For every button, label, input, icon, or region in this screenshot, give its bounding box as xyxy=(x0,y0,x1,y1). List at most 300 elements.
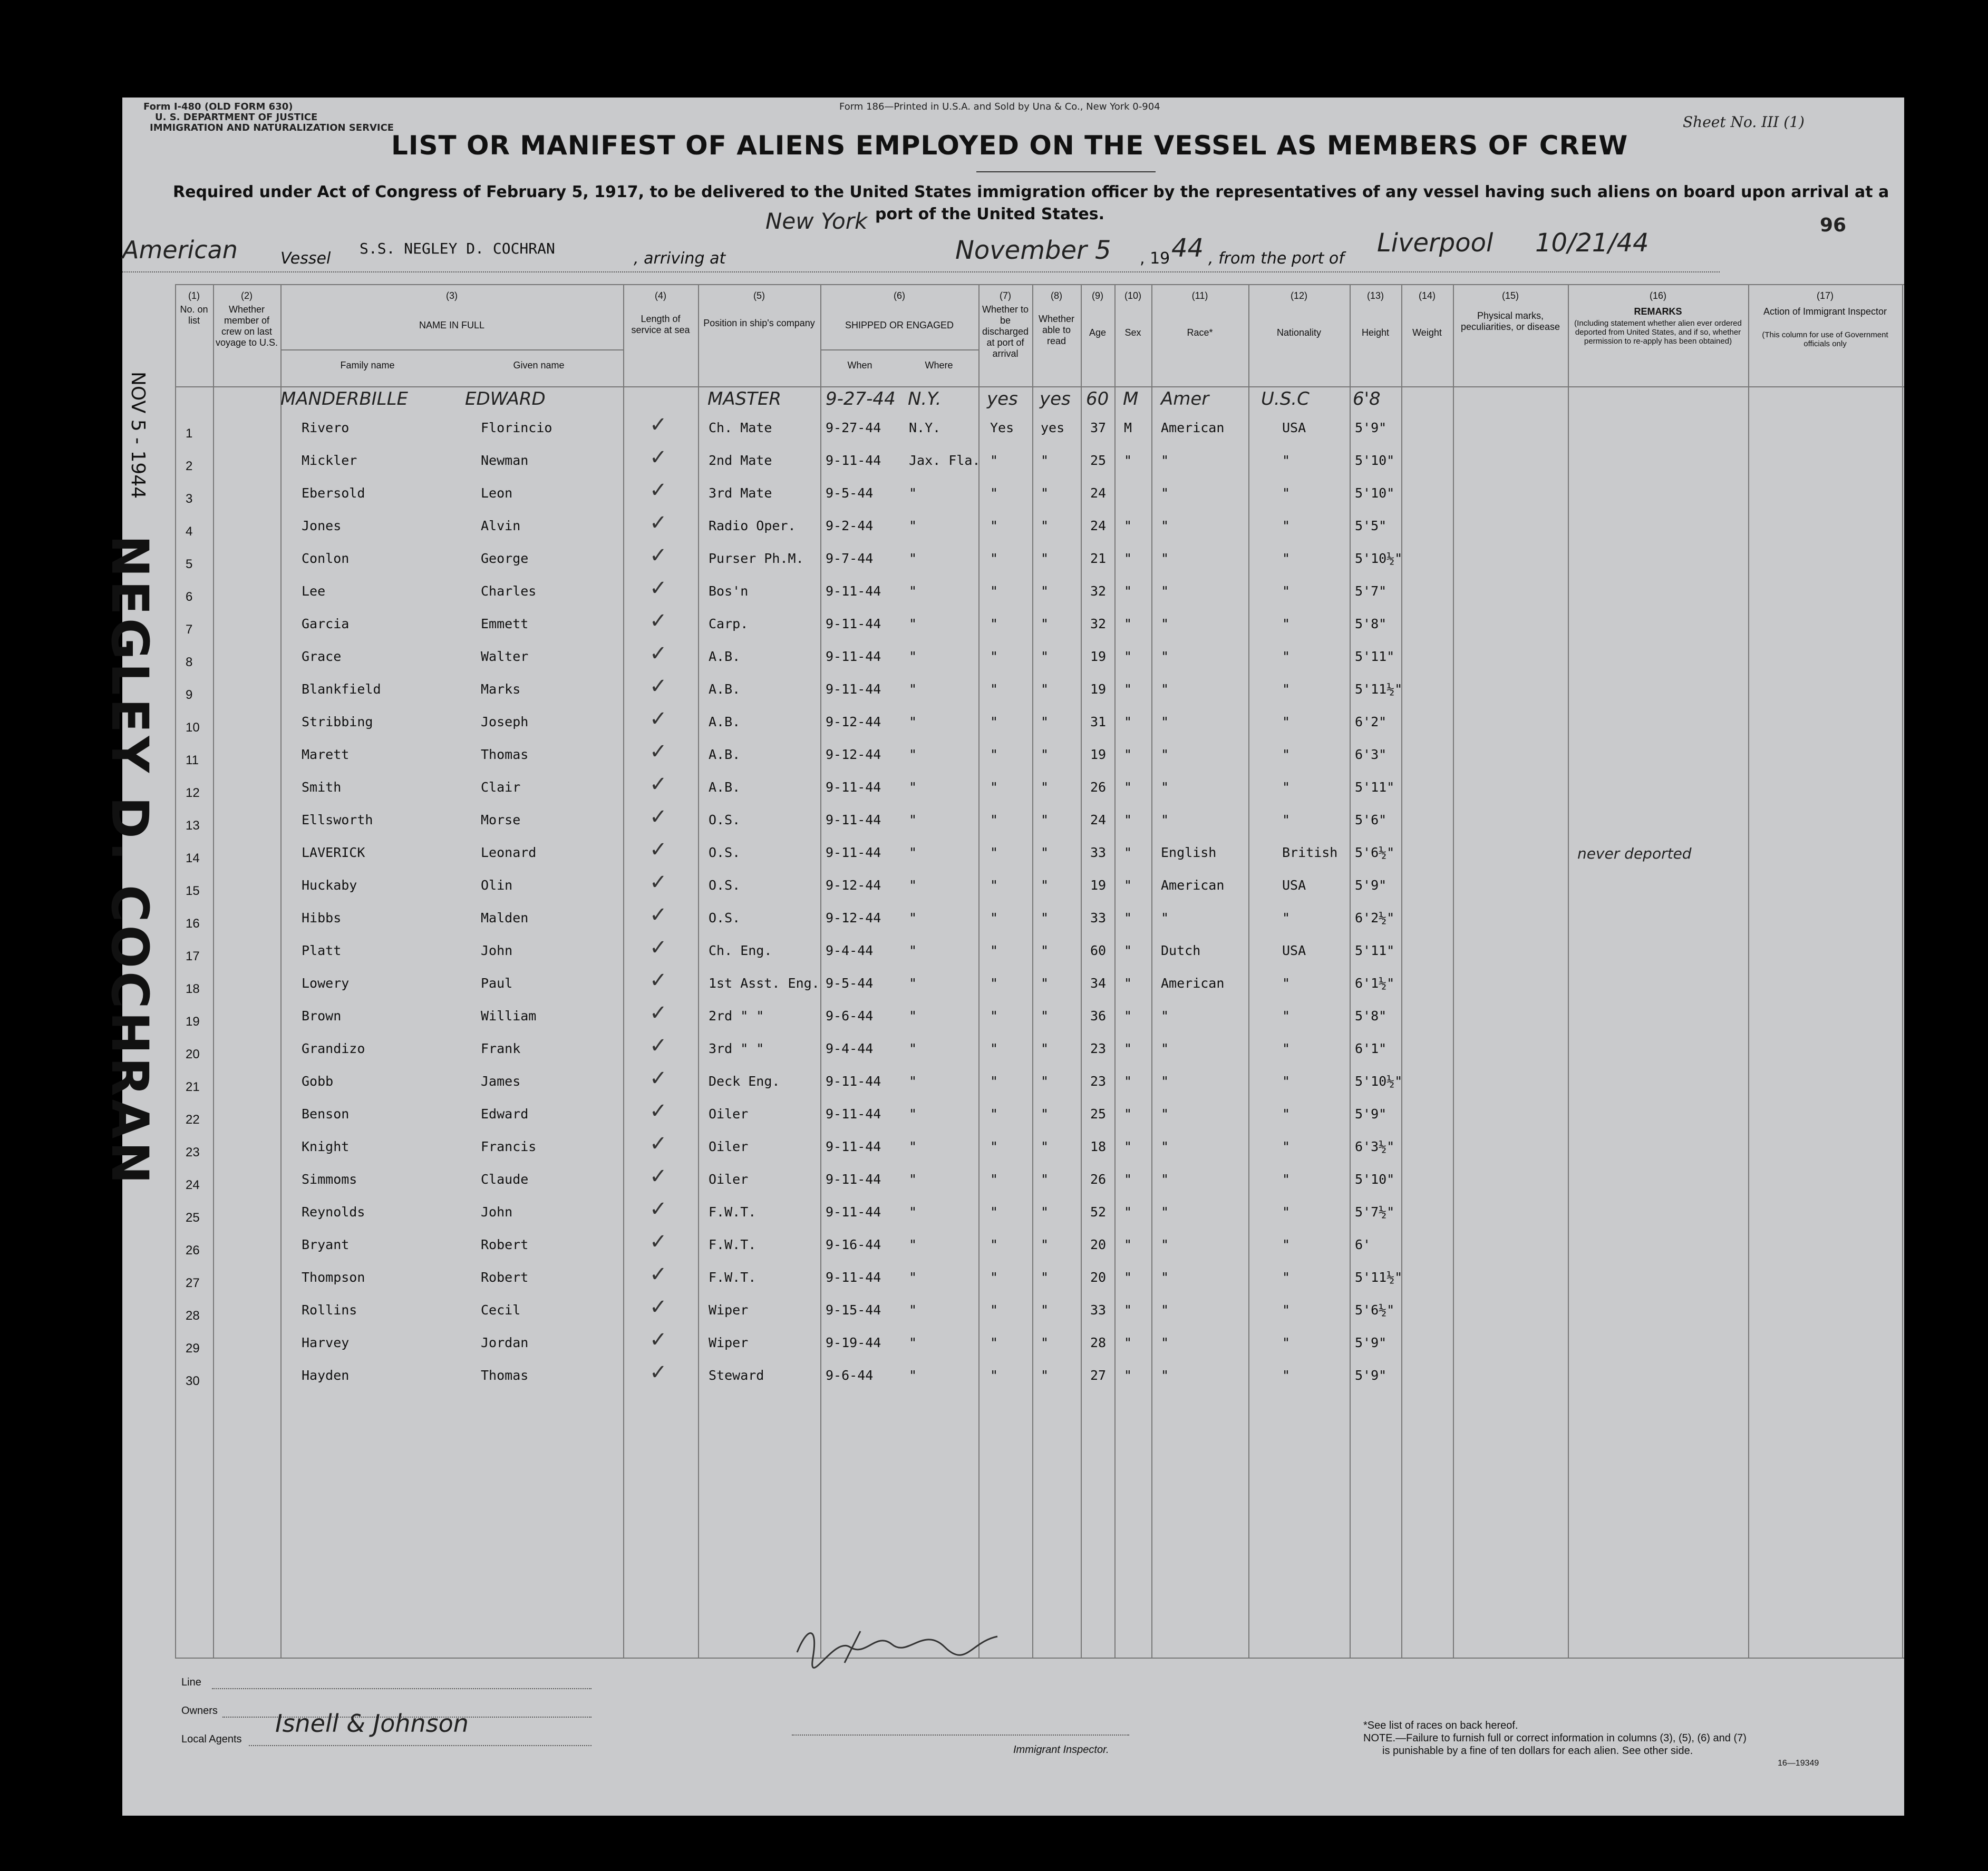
row-number: 21 xyxy=(186,1080,200,1094)
given-name: Robert xyxy=(481,1270,529,1285)
col-16-num: (16) xyxy=(1649,290,1666,301)
sex: " xyxy=(1124,779,1132,795)
row-number: 27 xyxy=(186,1276,200,1290)
height: 5'10½" xyxy=(1355,551,1403,566)
table-row xyxy=(122,707,1904,739)
row-number: 13 xyxy=(186,818,200,833)
nationality: USA xyxy=(1282,878,1306,893)
height: 5'6" xyxy=(1355,812,1387,827)
checkmark-icon: ✓ xyxy=(649,413,667,437)
age: 31 xyxy=(1090,714,1107,729)
age: 19 xyxy=(1090,649,1107,664)
height: 5'11" xyxy=(1355,779,1395,795)
given-name: Joseph xyxy=(481,714,529,729)
shipped-where: " xyxy=(909,1204,917,1220)
shipped-when: 9-6-44 xyxy=(826,1008,874,1024)
officer-signature: ​ xyxy=(795,1626,799,1655)
checkmark-icon: ✓ xyxy=(649,936,667,960)
discharged: " xyxy=(990,1237,998,1252)
checkmark-icon: ✓ xyxy=(649,1262,667,1287)
table-row xyxy=(122,1132,1904,1164)
given-name: Thomas xyxy=(481,1368,529,1383)
able-to-read: " xyxy=(1041,812,1049,827)
footer-line-label: Line xyxy=(181,1677,201,1688)
table-row xyxy=(122,609,1904,641)
arriving-label: , arriving at xyxy=(634,249,726,268)
position: O.S. xyxy=(709,910,741,925)
discharged: " xyxy=(990,878,998,893)
given-name: Olin xyxy=(481,878,513,893)
height: 5'11" xyxy=(1355,649,1395,664)
discharged: " xyxy=(990,518,998,533)
discharged: " xyxy=(990,551,998,566)
height: 5'5" xyxy=(1355,518,1387,533)
footer-owners-label: Owners xyxy=(181,1705,218,1717)
height: 5'11" xyxy=(1355,943,1395,958)
table-row xyxy=(122,543,1904,576)
family-name: Benson xyxy=(302,1106,350,1122)
age: 26 xyxy=(1090,1172,1107,1187)
position: A.B. xyxy=(709,779,741,795)
race: " xyxy=(1161,453,1169,468)
race: " xyxy=(1161,1270,1169,1285)
race: " xyxy=(1161,1237,1169,1252)
sex: " xyxy=(1124,583,1132,599)
able-to-read: " xyxy=(1041,518,1049,533)
age: 60 xyxy=(1090,943,1107,958)
sex: " xyxy=(1124,1237,1132,1252)
table-row xyxy=(122,413,1904,445)
position: 2nd Mate xyxy=(709,453,772,468)
nationality: " xyxy=(1282,1139,1291,1154)
nationality: USA xyxy=(1282,943,1306,958)
position: Wiper xyxy=(709,1335,749,1350)
family-name: Lee xyxy=(302,583,326,599)
table-row xyxy=(122,445,1904,478)
height: 5'10" xyxy=(1355,453,1395,468)
checkmark-icon: ✓ xyxy=(649,1295,667,1319)
local-agents-handwritten: Isnell & Johnson xyxy=(275,1709,469,1738)
able-to-read: " xyxy=(1041,616,1049,631)
col-2-num: (2) xyxy=(241,290,253,301)
race: " xyxy=(1161,1204,1169,1220)
row-number: 24 xyxy=(186,1178,200,1192)
nationality: " xyxy=(1282,910,1291,925)
discharged: " xyxy=(990,779,998,795)
given-name: Frank xyxy=(481,1041,521,1056)
table-row xyxy=(122,837,1904,870)
sex: " xyxy=(1124,1270,1132,1285)
table-row xyxy=(122,511,1904,543)
age: 23 xyxy=(1090,1041,1107,1056)
race: " xyxy=(1161,583,1169,599)
shipped-where: " xyxy=(909,616,917,631)
page-number: 96 xyxy=(1820,215,1847,236)
given-name: Malden xyxy=(481,910,529,925)
height: 6'1½" xyxy=(1355,976,1395,991)
able-to-read: " xyxy=(1041,714,1049,729)
shipped-when: 9-11-44 xyxy=(826,583,881,599)
checkmark-icon: ✓ xyxy=(649,1001,667,1025)
table-row xyxy=(122,1099,1904,1132)
checkmark-icon: ✓ xyxy=(649,1034,667,1058)
shipped-when: 9-11-44 xyxy=(826,779,881,795)
shipped-where: " xyxy=(909,943,917,958)
able-to-read: " xyxy=(1041,1106,1049,1122)
height: 5'7" xyxy=(1355,583,1387,599)
table-row xyxy=(122,478,1904,511)
page-title: LIST OR MANIFEST OF ALIENS EMPLOYED ON THE VESSEL AS MEMBERS OF CREW xyxy=(391,130,1628,161)
shipped-where: " xyxy=(909,1172,917,1187)
col-3-num: (3) xyxy=(446,290,458,301)
family-name: Gobb xyxy=(302,1074,334,1089)
master-race: Amer xyxy=(1161,388,1209,410)
shipped-where: " xyxy=(909,1335,917,1350)
shipped-when: 9-11-44 xyxy=(826,1204,881,1220)
age: 19 xyxy=(1090,878,1107,893)
sex: " xyxy=(1124,1335,1132,1350)
sex: " xyxy=(1124,714,1132,729)
shipped-when: 9-11-44 xyxy=(826,1106,881,1122)
checkmark-icon: ✓ xyxy=(649,543,667,568)
table-row xyxy=(122,1001,1904,1034)
race: American xyxy=(1161,878,1225,893)
nationality: " xyxy=(1282,1302,1291,1318)
shipped-when: 9-12-44 xyxy=(826,714,881,729)
given-name: Leon xyxy=(481,485,513,501)
race: " xyxy=(1161,1008,1169,1024)
nationality: " xyxy=(1282,1074,1291,1089)
given-name: Alvin xyxy=(481,518,521,533)
able-to-read: " xyxy=(1041,1041,1049,1056)
given-name: Claude xyxy=(481,1172,529,1187)
given-name: Leonard xyxy=(481,845,537,860)
race: " xyxy=(1161,518,1169,533)
family-name: Jones xyxy=(302,518,342,533)
col-6-head: SHIPPED OR ENGAGED xyxy=(845,320,954,330)
family-name: Harvey xyxy=(302,1335,350,1350)
shipped-where: " xyxy=(909,714,917,729)
height: 6'3" xyxy=(1355,747,1387,762)
nationality: " xyxy=(1282,1237,1291,1252)
sex: " xyxy=(1124,453,1132,468)
nationality: " xyxy=(1282,518,1291,533)
nationality: " xyxy=(1282,812,1291,827)
position: A.B. xyxy=(709,747,741,762)
age: 18 xyxy=(1090,1139,1107,1154)
family-name: Thompson xyxy=(302,1270,365,1285)
shipped-when: 9-12-44 xyxy=(826,910,881,925)
row-number: 1 xyxy=(186,426,193,441)
checkmark-icon: ✓ xyxy=(649,1132,667,1156)
table-row xyxy=(122,936,1904,968)
position: Ch. Eng. xyxy=(709,943,772,958)
discharged: " xyxy=(990,976,998,991)
checkmark-icon: ✓ xyxy=(649,739,667,764)
family-name: Huckaby xyxy=(302,878,357,893)
able-to-read: " xyxy=(1041,943,1049,958)
sex: " xyxy=(1124,1074,1132,1089)
shipped-when: 9-12-44 xyxy=(826,878,881,893)
position: Purser Ph.M. xyxy=(709,551,804,566)
age: 37 xyxy=(1090,420,1107,435)
discharged: " xyxy=(990,943,998,958)
table-row xyxy=(122,968,1904,1001)
shipped-when: 9-11-44 xyxy=(826,649,881,664)
table-row xyxy=(122,1034,1904,1066)
position: O.S. xyxy=(709,878,741,893)
master-when: 9-27-44 xyxy=(826,388,896,410)
col-14-num: (14) xyxy=(1418,290,1436,301)
age: 25 xyxy=(1090,453,1107,468)
col-8-num: (8) xyxy=(1051,290,1062,301)
sex: " xyxy=(1124,878,1132,893)
sheet-number: Sheet No. III (1) xyxy=(1683,113,1805,131)
sex: " xyxy=(1124,943,1132,958)
age: 24 xyxy=(1090,812,1107,827)
shipped-when: 9-11-44 xyxy=(826,1172,881,1187)
shipped-when: 9-11-44 xyxy=(826,845,881,860)
master-discharged: yes xyxy=(987,388,1018,410)
shipped-where: " xyxy=(909,976,917,991)
col-15-head: Physical marks, peculiarities, or disease xyxy=(1460,310,1560,332)
nationality: " xyxy=(1282,1041,1291,1056)
position: 1st Asst. Eng. xyxy=(709,976,820,991)
col-2-head: Whether member of crew on last voyage to U.S. xyxy=(215,304,278,348)
shipped-when: 9-4-44 xyxy=(826,1041,874,1056)
vessel-name-handwritten: NEGLEY D. COCHRAN xyxy=(100,535,159,1187)
shipped-where: " xyxy=(909,1106,917,1122)
position: F.W.T. xyxy=(709,1204,757,1220)
able-to-read: " xyxy=(1041,1270,1049,1285)
race: American xyxy=(1161,976,1225,991)
col-17-num: (17) xyxy=(1816,290,1834,301)
table-row xyxy=(122,805,1904,837)
from-port: Liverpool xyxy=(1377,228,1494,258)
shipped-when: 9-11-44 xyxy=(826,681,881,697)
age: 33 xyxy=(1090,845,1107,860)
age: 21 xyxy=(1090,551,1107,566)
col-15-num: (15) xyxy=(1501,290,1519,301)
row-number: 23 xyxy=(186,1145,200,1159)
discharged: " xyxy=(990,1074,998,1089)
vessel-label: Vessel xyxy=(280,249,331,268)
nationality: " xyxy=(1282,1270,1291,1285)
family-name: Ebersold xyxy=(302,485,365,501)
checkmark-icon: ✓ xyxy=(649,1066,667,1090)
sex: " xyxy=(1124,812,1132,827)
sex: " xyxy=(1124,1106,1132,1122)
height: 5'9" xyxy=(1355,1335,1387,1350)
discharged: " xyxy=(990,1270,998,1285)
nationality: " xyxy=(1282,551,1291,566)
able-to-read: " xyxy=(1041,1302,1049,1318)
races-note: *See list of races on back hereof. xyxy=(1363,1720,1518,1731)
nationality: " xyxy=(1282,1106,1291,1122)
able-to-read: " xyxy=(1041,1335,1049,1350)
checkmark-icon: ✓ xyxy=(649,478,667,502)
shipped-when: 9-11-44 xyxy=(826,453,881,468)
age: 24 xyxy=(1090,518,1107,533)
table-row xyxy=(122,739,1904,772)
penalty-note: NOTE.—Failure to furnish full or correct information in columns (3), (5), (6) and (7) xyxy=(1363,1732,1747,1744)
shipped-where: " xyxy=(909,518,917,533)
discharged: " xyxy=(990,453,998,468)
col-11-num: (11) xyxy=(1191,290,1208,301)
shipped-when: 9-5-44 xyxy=(826,976,874,991)
shipped-where: " xyxy=(909,1139,917,1154)
age: 52 xyxy=(1090,1204,1107,1220)
given-name: Clair xyxy=(481,779,521,795)
row-number: 22 xyxy=(186,1113,200,1127)
checkmark-icon: ✓ xyxy=(649,1360,667,1385)
family-name: Rollins xyxy=(302,1302,357,1318)
checkmark-icon: ✓ xyxy=(649,445,667,470)
able-to-read: " xyxy=(1041,453,1049,468)
vessel-name: S.S. NEGLEY D. COCHRAN xyxy=(360,240,555,257)
shipped-when: 9-11-44 xyxy=(826,616,881,631)
shipped-when: 9-4-44 xyxy=(826,943,874,958)
given-name: James xyxy=(481,1074,521,1089)
checkmark-icon: ✓ xyxy=(649,772,667,796)
checkmark-icon: ✓ xyxy=(649,511,667,535)
height: 5'10" xyxy=(1355,485,1395,501)
family-name: Hayden xyxy=(302,1368,350,1383)
discharged: " xyxy=(990,1204,998,1220)
col-14-head: Weight xyxy=(1412,327,1442,338)
given-name: Thomas xyxy=(481,747,529,762)
col-16-head: REMARKS xyxy=(1634,306,1682,317)
sex: " xyxy=(1124,747,1132,762)
col-1-head: No. on list xyxy=(180,304,208,326)
race: " xyxy=(1161,1106,1169,1122)
family-name: Mickler xyxy=(302,453,357,468)
race: " xyxy=(1161,910,1169,925)
table-row xyxy=(122,1230,1904,1262)
height: 5'8" xyxy=(1355,616,1387,631)
discharged: Yes xyxy=(990,420,1014,435)
discharged: " xyxy=(990,714,998,729)
discharged: " xyxy=(990,747,998,762)
table-row xyxy=(122,1295,1904,1328)
family-name: Garcia xyxy=(302,616,350,631)
nationality: " xyxy=(1282,649,1291,664)
family-name: Lowery xyxy=(302,976,350,991)
master-height: 6'8 xyxy=(1353,388,1381,410)
family-name: Bryant xyxy=(302,1237,350,1252)
nationality: " xyxy=(1282,1368,1291,1383)
position: Oiler xyxy=(709,1106,749,1122)
row-number: 28 xyxy=(186,1309,200,1323)
shipped-when: 9-5-44 xyxy=(826,485,874,501)
received-date-stamp: NOV 5 - 1944 xyxy=(127,372,149,499)
shipped-when: 9-19-44 xyxy=(826,1335,881,1350)
discharged: " xyxy=(990,681,998,697)
race: " xyxy=(1161,485,1169,501)
shipped-when: 9-7-44 xyxy=(826,551,874,566)
shipped-when: 9-15-44 xyxy=(826,1302,881,1318)
col-10-head: Sex xyxy=(1124,327,1141,338)
row-number: 25 xyxy=(186,1211,200,1225)
shipped-when: 9-16-44 xyxy=(826,1237,881,1252)
penalty-note-2: is punishable by a fine of ten dollars for each alien. See other side. xyxy=(1382,1745,1693,1757)
row-number: 3 xyxy=(186,492,193,506)
able-to-read: " xyxy=(1041,910,1049,925)
checkmark-icon: ✓ xyxy=(649,870,667,894)
table-row xyxy=(122,772,1904,805)
family-name: Knight xyxy=(302,1139,350,1154)
family-name: LAVERICK xyxy=(302,845,365,860)
remarks: never deported xyxy=(1577,845,1692,862)
where-head: Where xyxy=(925,360,953,371)
footer-agents-label: Local Agents xyxy=(181,1733,242,1745)
age: 27 xyxy=(1090,1368,1107,1383)
row-number: 19 xyxy=(186,1015,200,1029)
given-name: William xyxy=(481,1008,537,1024)
checkmark-icon: ✓ xyxy=(649,805,667,829)
checkmark-icon: ✓ xyxy=(649,1197,667,1221)
family-name: Rivero xyxy=(302,420,350,435)
height: 5'6½" xyxy=(1355,1302,1395,1318)
master-age: 60 xyxy=(1086,388,1109,410)
position: A.B. xyxy=(709,681,741,697)
race: " xyxy=(1161,1139,1169,1154)
age: 26 xyxy=(1090,779,1107,795)
given-name: Robert xyxy=(481,1237,529,1252)
master-where: N.Y. xyxy=(908,388,942,410)
row-number: 12 xyxy=(186,786,200,800)
officer-signature-scrawl xyxy=(787,1615,1008,1673)
printer-line: Form 186—Printed in U.S.A. and Sold by Una & Co., New York 0-904 xyxy=(839,101,1160,112)
race: " xyxy=(1161,714,1169,729)
master-position: MASTER xyxy=(707,388,782,410)
master-given: EDWARD xyxy=(465,388,546,410)
height: 5'7½" xyxy=(1355,1204,1395,1220)
position: F.W.T. xyxy=(709,1270,757,1285)
row-number: 9 xyxy=(186,688,193,702)
discharged: " xyxy=(990,1302,998,1318)
height: 6'2½" xyxy=(1355,910,1395,925)
arrival-year: 44 xyxy=(1171,233,1204,263)
race: " xyxy=(1161,1368,1169,1383)
sex: " xyxy=(1124,1172,1132,1187)
shipped-where: " xyxy=(909,779,917,795)
age: 28 xyxy=(1090,1335,1107,1350)
nationality: " xyxy=(1282,747,1291,762)
position: Radio Oper. xyxy=(709,518,796,533)
row-number: 26 xyxy=(186,1243,200,1258)
master-sex: M xyxy=(1123,388,1139,410)
given-name: Francis xyxy=(481,1139,537,1154)
able-to-read: " xyxy=(1041,1074,1049,1089)
age: 32 xyxy=(1090,616,1107,631)
table-row xyxy=(122,870,1904,903)
col-9-head: Age xyxy=(1089,327,1107,338)
checkmark-icon: ✓ xyxy=(649,1164,667,1188)
row-number: 15 xyxy=(186,884,200,898)
family-name: Smith xyxy=(302,779,342,795)
discharged: " xyxy=(990,1106,998,1122)
shipped-when: 9-6-44 xyxy=(826,1368,874,1383)
master-row xyxy=(122,386,1904,413)
family-name: Hibbs xyxy=(302,910,342,925)
given-name: Newman xyxy=(481,453,529,468)
race: " xyxy=(1161,1335,1169,1350)
height: 5'9" xyxy=(1355,1106,1387,1122)
race: " xyxy=(1161,1074,1169,1089)
col-4-num: (4) xyxy=(655,290,666,301)
vessel-nationality: American xyxy=(122,236,238,264)
